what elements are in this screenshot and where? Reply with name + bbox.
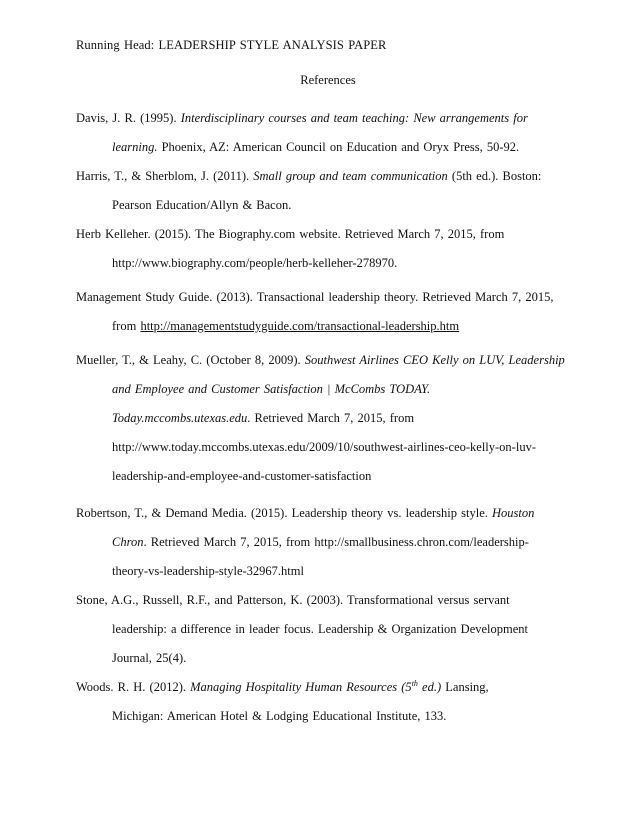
reference-text: Pearson Education/Allyn & Bacon. xyxy=(112,198,292,212)
reference-line xyxy=(76,191,556,220)
reference-line xyxy=(76,702,556,731)
reference-text: leadership-and-employee-and-customer-satisfaction xyxy=(112,469,372,483)
reference-text: Davis, J. R. (1995). xyxy=(76,111,181,125)
reference-text: Mueller, T., & Leahy, C. (October 8, 2009). xyxy=(76,353,305,367)
reference-line xyxy=(76,673,556,702)
reference-line xyxy=(76,644,556,673)
reference-line xyxy=(76,162,556,191)
reference-text: Small group and team communication xyxy=(253,169,448,183)
reference-text: Michigan: American Hotel & Lodging Educational Institute, 133. xyxy=(112,709,447,723)
reference-text: Southwest Airlines CEO Kelly on LUV, Leadership xyxy=(304,353,565,367)
reference-line xyxy=(76,528,556,557)
reference-entry xyxy=(76,346,565,491)
reference-line xyxy=(76,433,556,462)
reference-entry xyxy=(76,586,556,673)
reference-text: Today.mccombs.utexas.edu xyxy=(112,411,248,425)
reference-text: Woods. R. H. (2012). xyxy=(76,680,191,694)
reference-text: th xyxy=(411,678,418,688)
reference-entry xyxy=(76,673,556,731)
references-title: References xyxy=(300,73,356,87)
reference-text: Chron xyxy=(112,535,144,549)
reference-line xyxy=(76,404,556,433)
reference-text: Lansing, xyxy=(441,680,489,694)
reference-text: learning. xyxy=(112,140,158,154)
reference-entry xyxy=(76,499,556,586)
reference-text: http://www.today.mccombs.utexas.edu/2009/10/southwest-airlines-ceo-kelly-on-luv- xyxy=(112,440,536,454)
reference-text: from xyxy=(112,319,141,333)
reference-text: . Retrieved March 7, 2015, from xyxy=(247,411,415,425)
reference-link[interactable]: http://managementstudyguide.com/transactional-leadership.htm xyxy=(140,319,460,333)
running-head: Running Head: LEADERSHIP STYLE ANALYSIS PAPER xyxy=(76,38,387,52)
reference-text: leadership: a difference in leader focus. Leadership & Organization Development xyxy=(112,622,529,636)
reference-entry xyxy=(76,104,556,162)
reference-text: Robertson, T., & Demand Media. (2015). Leadership theory vs. leadership style. xyxy=(76,506,492,520)
reference-text: theory-vs-leadership-style-32967.html xyxy=(112,564,304,578)
reference-entry xyxy=(76,220,556,278)
reference-text: Houston xyxy=(492,506,535,520)
reference-line xyxy=(76,312,556,341)
reference-line xyxy=(76,346,565,375)
reference-line xyxy=(76,104,556,133)
reference-text: Stone, A.G., Russell, R.F., and Patterson, K. (2003). Transformational versus servant xyxy=(76,593,510,607)
reference-line xyxy=(76,557,556,586)
reference-text: Phoenix, AZ: American Council on Education and Oryx Press, 50-92. xyxy=(157,140,520,154)
reference-text: Harris, T., & Sherblom, J. (2011). xyxy=(76,169,254,183)
reference-text: Journal, 25(4). xyxy=(112,651,187,665)
reference-text: Management Study Guide. (2013). Transactional leadership theory. Retrieved March 7, 2015, xyxy=(76,290,554,304)
reference-text: and Employee and Customer Satisfaction | McCombs TODAY. xyxy=(112,382,431,396)
reference-line xyxy=(76,133,556,162)
reference-text: . Retrieved March 7, 2015, from http://smallbusiness.chron.com/leadership- xyxy=(143,535,529,549)
reference-list xyxy=(76,104,565,731)
reference-line xyxy=(76,615,556,644)
reference-line xyxy=(76,462,556,491)
reference-text: http://www.biography.com/people/herb-kelleher-278970. xyxy=(112,256,398,270)
reference-text: (5th ed.). Boston: xyxy=(447,169,542,183)
reference-text: ed.) xyxy=(417,680,442,694)
reference-text: Herb Kelleher. (2015). The Biography.com website. Retrieved March 7, 2015, from xyxy=(76,227,505,241)
reference-text: Managing Hospitality Human Resources (5 xyxy=(190,680,412,694)
reference-entry xyxy=(76,162,556,220)
reference-line xyxy=(76,283,556,312)
reference-line xyxy=(76,499,556,528)
reference-line xyxy=(76,249,556,278)
reference-entry xyxy=(76,283,556,341)
reference-line xyxy=(76,586,556,615)
reference-line xyxy=(76,375,556,404)
reference-text: Interdisciplinary courses and team teaching: New arrangements for xyxy=(180,111,528,125)
reference-line xyxy=(76,220,556,249)
